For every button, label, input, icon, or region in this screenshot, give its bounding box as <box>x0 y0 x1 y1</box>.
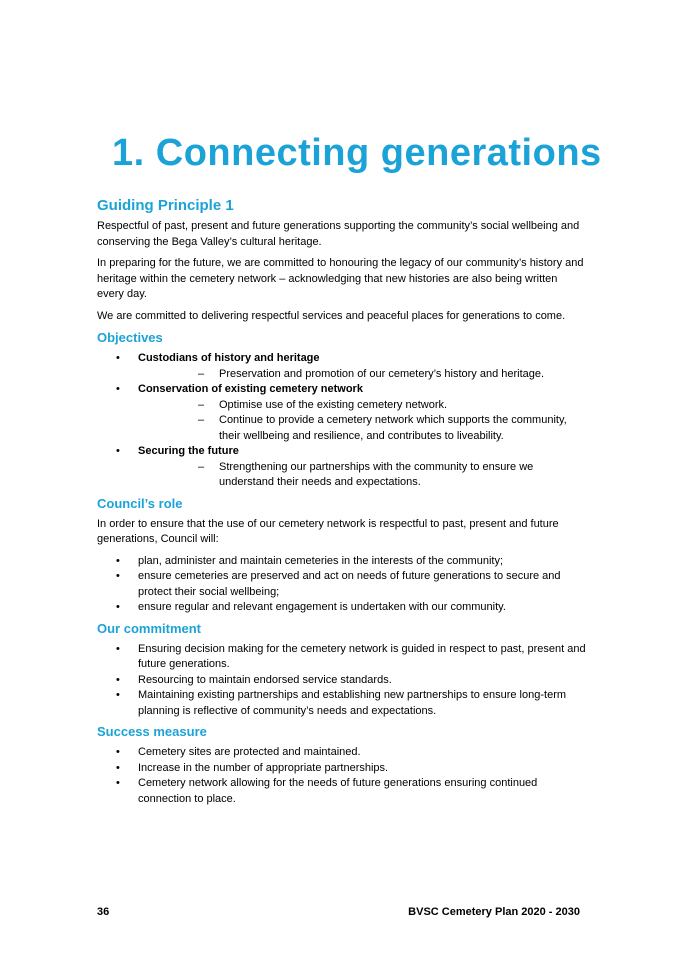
objective-subitem: – Strengthening our partnerships with the community to ensure we understand their needs and expectations. <box>138 460 587 491</box>
list-item: • Cemetery sites are protected and maintained. <box>97 745 587 761</box>
our-commitment-list <box>97 642 587 720</box>
success-measure-list <box>97 745 587 807</box>
objective-sublist <box>138 460 587 491</box>
objective-sublist <box>138 398 587 445</box>
councils-role-list <box>97 554 587 616</box>
councils-role-heading: Council’s role <box>97 495 183 511</box>
list-item: • Maintaining existing partnerships and establishing new partnerships to ensure long-term planning is reflective of community’s needs and expectations. <box>97 688 587 719</box>
objective-subitem: – Optimise use of the existing cemetery network. <box>138 398 587 414</box>
councils-role-intro: In order to ensure that the use of our cemetery network is respectful to past, present and future generations, Council will: <box>97 517 559 545</box>
list-item: • ensure regular and relevant engagement is undertaken with our community. <box>97 600 587 616</box>
objective-item <box>97 382 587 444</box>
page-title: 1. Connecting generations <box>112 132 602 174</box>
list-item: • plan, administer and maintain cemeteries in the interests of the community; <box>97 554 587 570</box>
success-measure-heading: Success measure <box>97 724 207 739</box>
objective-label: Securing the future <box>138 445 239 457</box>
objective-subitem: – Preservation and promotion of our cemetery’s history and heritage. <box>138 367 587 383</box>
services-paragraph: We are committed to delivering respectful services and peaceful places for generations to come. <box>97 309 566 322</box>
commitment-paragraph: In preparing for the future, we are committed to honouring the legacy of our community’s history and heritage within the cemetery network – acknowledging that new histories are also being written every day. <box>97 257 584 300</box>
list-item: • ensure cemeteries are preserved and act on needs of future generations to secure and protect their social wellbeing; <box>97 569 587 600</box>
list-item: • Cemetery network allowing for the needs of future generations ensuring continued connection to place. <box>97 776 587 807</box>
document-title: BVSC Cemetery Plan 2020 - 2030 <box>408 906 580 918</box>
list-item: • Ensuring decision making for the cemetery network is guided in respect to past, present and future generations. <box>97 642 587 673</box>
objective-sublist <box>138 367 587 383</box>
list-item: • Resourcing to maintain endorsed service standards. <box>97 673 587 689</box>
objective-subitem: – Continue to provide a cemetery network which supports the community, their wellbeing and resilience, and contributes to liveability. <box>138 413 587 444</box>
page-number: 36 <box>97 906 110 918</box>
page-content <box>97 197 587 812</box>
list-item: • Increase in the number of appropriate partnerships. <box>97 761 587 777</box>
objectives-list <box>97 351 587 491</box>
objective-label: Conservation of existing cemetery network <box>138 383 363 395</box>
objective-item <box>97 444 587 491</box>
guiding-principle-heading: Guiding Principle 1 <box>97 197 234 214</box>
guiding-principle-text: Respectful of past, present and future generations supporting the community’s social wellbeing and conserving the Bega Valley’s cultural heritage. <box>97 220 580 248</box>
objective-label: Custodians of history and heritage <box>138 352 320 364</box>
objective-item <box>97 351 587 382</box>
objectives-heading: Objectives <box>97 330 163 345</box>
our-commitment-heading: Our commitment <box>97 620 202 636</box>
